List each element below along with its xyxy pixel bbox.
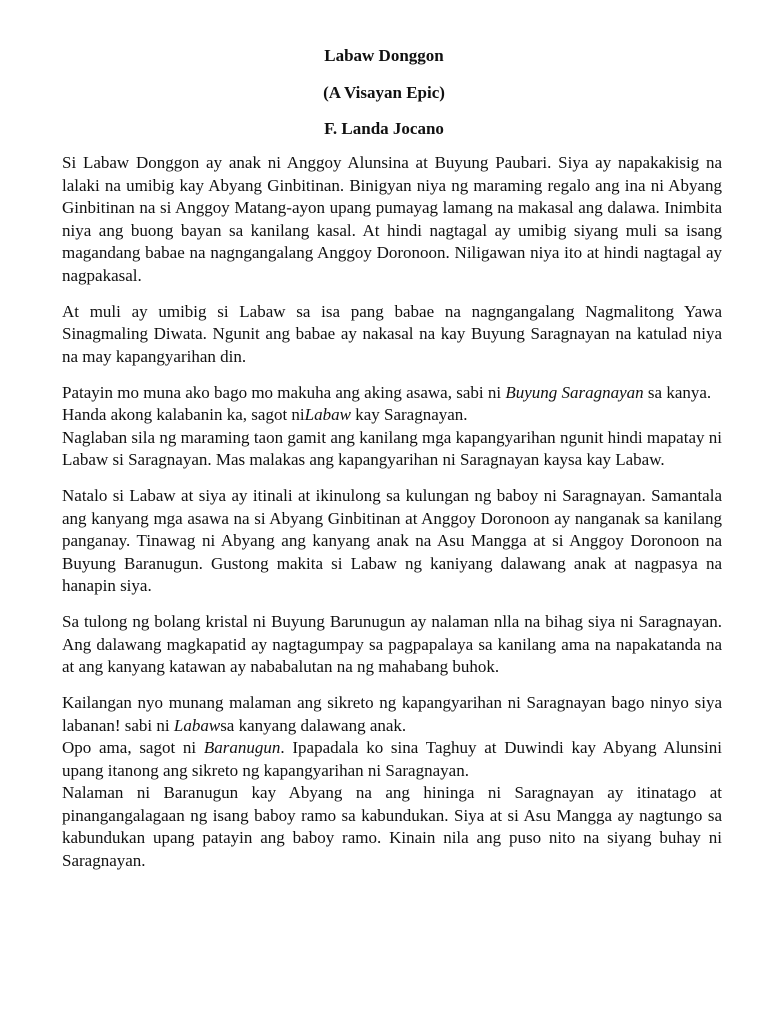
dialogue-line-3-tail: sa kanyang dalawang anak. bbox=[220, 715, 407, 735]
dialogue-line-4-tail: . Ipapadala ko sina Taghuy at Duwindi kay Abyang Alunsini upang itanong ang sikreto ng kapangyarihan ni Saragnayan. bbox=[62, 738, 722, 780]
dialogue-line-1 bbox=[62, 382, 722, 405]
dialogue-line-4 bbox=[62, 737, 722, 782]
dialogue-line-3-text: Kailangan nyo munang malaman ang sikreto ng kapangyarihan ni Saragnayan bago ninyo siya labanan! sabi ni bbox=[62, 693, 722, 735]
document-title: Labaw Donggon bbox=[324, 46, 444, 65]
dialogue-line-2-tail: kay Saragnayan. bbox=[350, 405, 468, 424]
dialogue-line-1-speaker: Buyung Saragnayan bbox=[505, 382, 644, 402]
dialogue-line-4-text: Opo ama, sagot ni bbox=[62, 738, 204, 757]
dialogue-line-3 bbox=[62, 692, 722, 737]
paragraph-1: Si Labaw Donggon ay anak ni Anggoy Alunsina at Buyung Paubari. Siya ay napakakisig na lalaki na umibig kay Abyang Ginbitinan. Binigyan niya ng maraming regalo ang ina ni Abyang Ginbitinan na si Anggoy Matang-ayon upang pumayag lamang na makasal ang dalawa. Inimbita niya ang buong bayan sa kanilang kasal. At hindi nagtagal ay umibig siyang muli sa isang magandang babae na nagngangalang Anggoy Doronoon. Niligawan niya ito at hindi nagtagal ay nagpakasal. bbox=[62, 153, 722, 285]
title-block bbox=[0, 0, 768, 141]
paragraph-6: Nalaman ni Baranugun kay Abyang na ang hininga ni Saragnayan ay itinatago at pinangangalagaan ng isang baboy ramo sa kabundukan. Siya at si Asu Mangga ay nagtungo sa kabundukan upang patayin ang baboy ramo. Kinain nila ang puso nito na siyang buhay ni Saragnayan. bbox=[62, 783, 722, 870]
paragraph-2: At muli ay umibig si Labaw sa isa pang babae na nagngangalang Nagmalitong Yawa Sinagmaling Diwata. Ngunit ang babae ay nakasal na kay Buyung Saragnayan na katulad niya na may kapangyarihan din. bbox=[62, 301, 722, 366]
document-subtitle: (A Visayan Epic) bbox=[323, 82, 445, 102]
dialogue-line-2 bbox=[62, 404, 722, 427]
dialogue-line-3-speaker: Labaw bbox=[173, 715, 221, 735]
dialogue-line-2-speaker: Labaw bbox=[304, 405, 351, 424]
document-body bbox=[62, 152, 722, 886]
document-author: F. Landa Jocano bbox=[324, 119, 444, 138]
dialogue-line-2-text: Handa akong kalabanin ka, sagot ni bbox=[62, 405, 305, 424]
paragraph-3: Naglaban sila ng maraming taon gamit ang kanilang mga kapangyarihan ngunit hindi mapatay ni Labaw si Saragnayan. Mas malakas ang kapangyarihan ni Saragnayan kaysa kay Labaw. bbox=[62, 427, 722, 469]
dialogue-line-4-speaker: Baranugun bbox=[203, 738, 281, 757]
paragraph-4: Natalo si Labaw at siya ay itinali at ikinulong sa kulungan ng baboy ni Saragnayan. Samantala ang kanyang mga asawa na si Abyang Ginbitinan at Anggoy Doronoon ay nanganak sa kanilang panganay. Tinawag ni Abyang ang kanyang anak na Asu Mangga at si Anggoy Doronoon na Buyung Baranugun. Gustong makita si Labaw ng kaniyang dalawang anak at nagpasya na hanapin siya. bbox=[62, 486, 722, 595]
dialogue-line-1-tail: sa kanya. bbox=[643, 382, 712, 402]
paragraph-5: Sa tulong ng bolang kristal ni Buyung Barunugun ay nalaman nlla na bihag siya ni Saragnayan. Ang dalawang magkapatid ay nagtagumpay sa pagpapalaya sa kanilang ama na napakatanda na at ang kanyang katawan ay nababalutan na ng mahabang buhok. bbox=[62, 612, 722, 676]
dialogue-line-1-text: Patayin mo muna ako bago mo makuha ang aking asawa, sabi ni bbox=[62, 382, 506, 402]
